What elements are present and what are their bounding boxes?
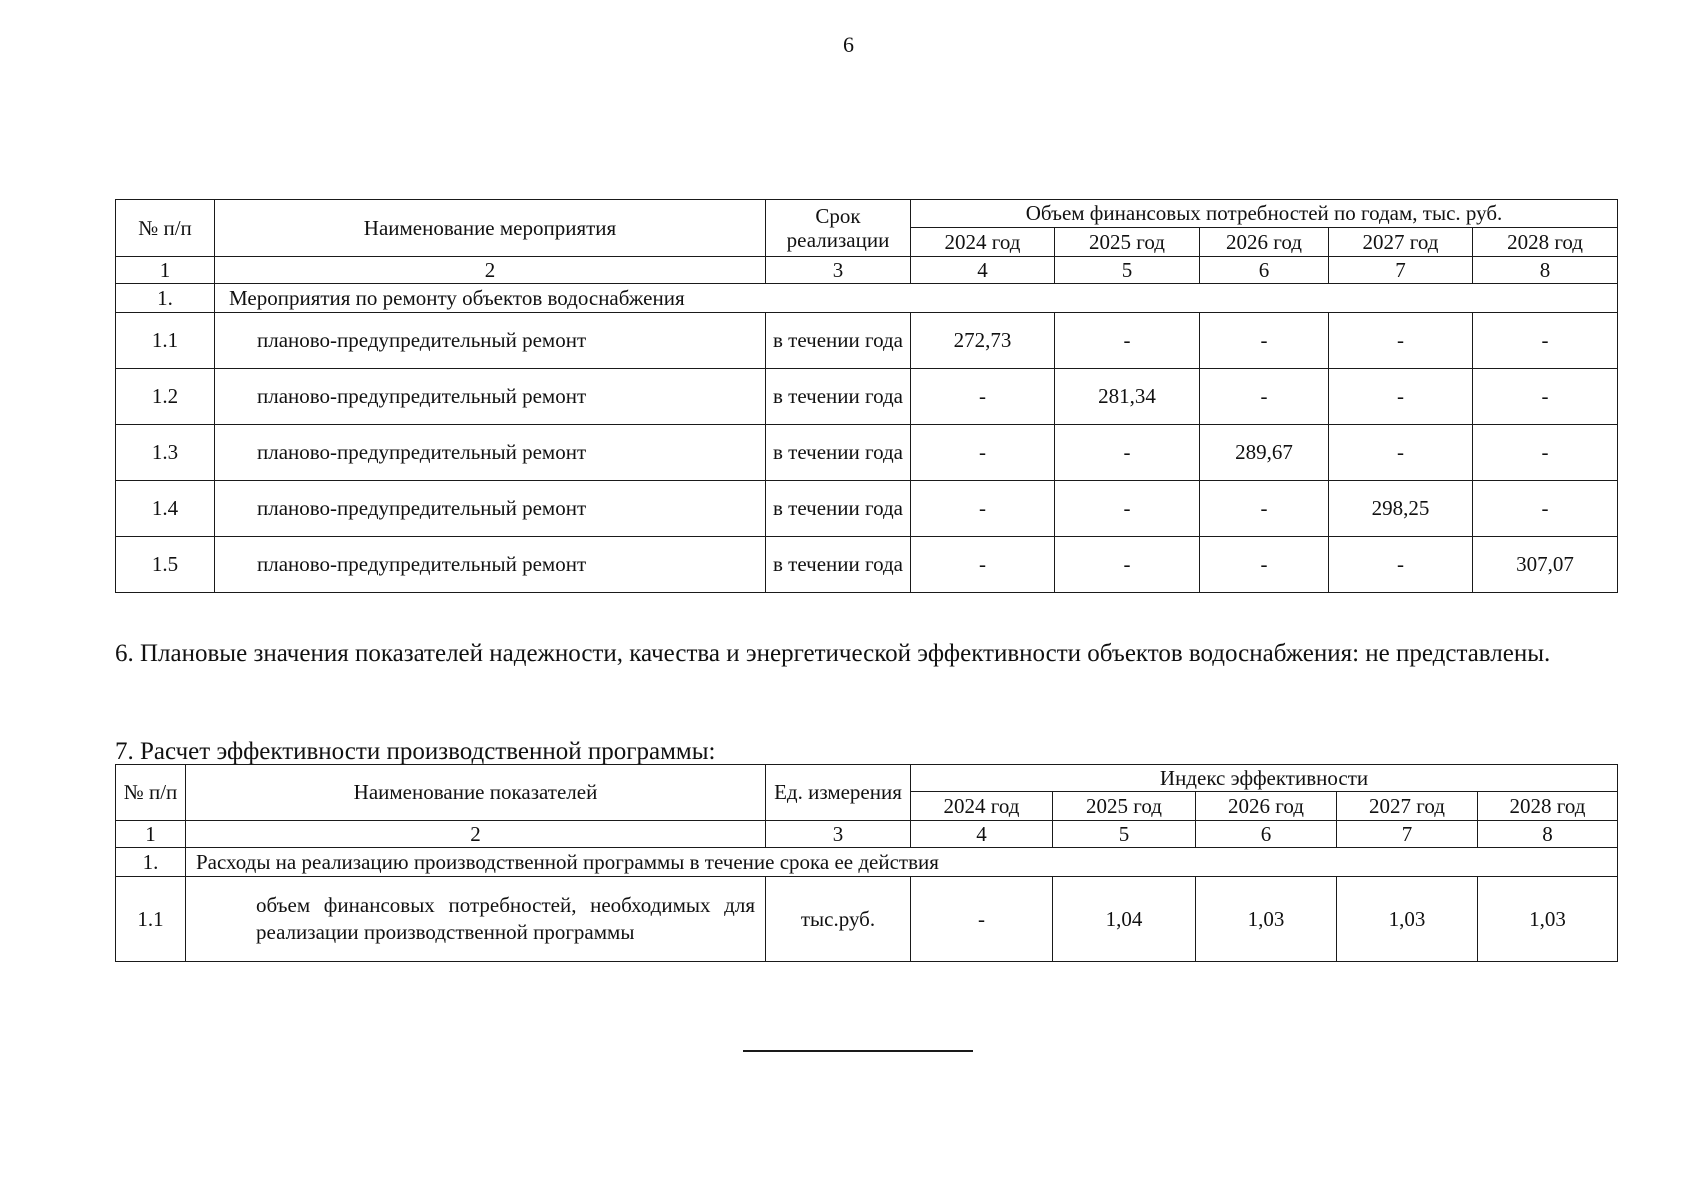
row-value: - — [911, 537, 1055, 593]
row-num: 1.1 — [116, 313, 215, 369]
row-value: - — [1473, 313, 1618, 369]
header-year: 2027 год — [1329, 228, 1473, 257]
row-value: - — [1473, 425, 1618, 481]
column-number: 2 — [186, 821, 766, 848]
row-value: - — [1473, 369, 1618, 425]
table-row — [116, 537, 1618, 593]
row-num: 1.1 — [116, 877, 186, 962]
section-7-heading: 7. Расчет эффективности производственной программы: — [115, 738, 716, 765]
row-value: 307,07 — [1473, 537, 1618, 593]
row-term: в течении года — [766, 313, 911, 369]
row-name: планово-предупредительный ремонт — [215, 425, 766, 481]
column-number: 4 — [911, 821, 1053, 848]
column-number: 4 — [911, 257, 1055, 284]
row-name: планово-предупредительный ремонт — [215, 537, 766, 593]
row-value: - — [1200, 537, 1329, 593]
header-unit: Ед. измерения — [766, 765, 911, 821]
header-num: № п/п — [116, 765, 186, 821]
table1-header-row — [116, 200, 1618, 228]
row-term: в течении года — [766, 425, 911, 481]
column-number: 6 — [1200, 257, 1329, 284]
page-number: 6 — [843, 32, 854, 57]
table2-column-numbers — [116, 821, 1618, 848]
row-value: 1,03 — [1196, 877, 1337, 962]
row-value: 281,34 — [1055, 369, 1200, 425]
header-volume: Объем финансовых потребностей по годам, тыс. руб. — [911, 200, 1618, 228]
row-value: - — [1329, 369, 1473, 425]
financial-needs-table — [115, 199, 1618, 593]
row-value: - — [911, 877, 1053, 962]
row-value: 1,04 — [1053, 877, 1196, 962]
column-number: 1 — [116, 257, 215, 284]
section-title: Мероприятия по ремонту объектов водоснабжения — [215, 284, 1618, 313]
section-6-paragraph: 6. Плановые значения показателей надежности, качества и энергетической эффективности объектов водоснабжения: не представлены. — [115, 640, 1551, 667]
section-num: 1. — [116, 284, 215, 313]
row-name: объем финансовых потребностей, необходимых для реализации производственной программы — [186, 877, 766, 962]
section-title: Расходы на реализацию производственной программы в течение срока ее действия — [186, 848, 1618, 877]
table-row — [116, 313, 1618, 369]
row-name: планово-предупредительный ремонт — [215, 313, 766, 369]
table-row — [116, 481, 1618, 537]
table2-header-row — [116, 765, 1618, 792]
header-year: 2026 год — [1200, 228, 1329, 257]
column-number: 5 — [1053, 821, 1196, 848]
column-number: 8 — [1473, 257, 1618, 284]
column-number: 6 — [1196, 821, 1337, 848]
row-value: - — [1055, 481, 1200, 537]
header-index: Индекс эффективности — [911, 765, 1618, 792]
column-number: 1 — [116, 821, 186, 848]
header-year: 2027 год — [1337, 792, 1478, 821]
row-term: в течении года — [766, 537, 911, 593]
row-term: в течении года — [766, 481, 911, 537]
row-value: - — [1200, 481, 1329, 537]
table1-section-row — [116, 284, 1618, 313]
row-value: 1,03 — [1478, 877, 1618, 962]
row-value: - — [1329, 313, 1473, 369]
column-number: 3 — [766, 821, 911, 848]
header-num: № п/п — [116, 200, 215, 257]
row-value: - — [911, 425, 1055, 481]
table-row — [116, 877, 1618, 962]
header-year: 2024 год — [911, 792, 1053, 821]
row-value: 1,03 — [1337, 877, 1478, 962]
row-value: 298,25 — [1329, 481, 1473, 537]
table1-column-numbers — [116, 257, 1618, 284]
row-name: планово-предупредительный ремонт — [215, 481, 766, 537]
header-year: 2028 год — [1478, 792, 1618, 821]
row-value: - — [1473, 481, 1618, 537]
column-number: 3 — [766, 257, 911, 284]
row-value: - — [1329, 537, 1473, 593]
header-year: 2025 год — [1055, 228, 1200, 257]
row-value: - — [1200, 369, 1329, 425]
row-value: - — [1329, 425, 1473, 481]
end-divider-line — [743, 1050, 973, 1052]
header-name: Наименование мероприятия — [215, 200, 766, 257]
row-value: - — [1055, 313, 1200, 369]
row-value: - — [1200, 313, 1329, 369]
row-value: - — [911, 369, 1055, 425]
header-year: 2026 год — [1196, 792, 1337, 821]
row-value: - — [911, 481, 1055, 537]
header-name: Наименование показателей — [186, 765, 766, 821]
row-num: 1.4 — [116, 481, 215, 537]
row-value: 272,73 — [911, 313, 1055, 369]
header-year: 2025 год — [1053, 792, 1196, 821]
section-num: 1. — [116, 848, 186, 877]
row-num: 1.3 — [116, 425, 215, 481]
efficiency-table — [115, 764, 1618, 962]
table2-section-row — [116, 848, 1618, 877]
header-year: 2028 год — [1473, 228, 1618, 257]
column-number: 8 — [1478, 821, 1618, 848]
row-value: - — [1055, 425, 1200, 481]
row-num: 1.5 — [116, 537, 215, 593]
header-year: 2024 год — [911, 228, 1055, 257]
row-num: 1.2 — [116, 369, 215, 425]
column-number: 7 — [1329, 257, 1473, 284]
column-number: 5 — [1055, 257, 1200, 284]
row-term: в течении года — [766, 369, 911, 425]
column-number: 2 — [215, 257, 766, 284]
row-unit: тыс.руб. — [766, 877, 911, 962]
row-name: планово-предупредительный ремонт — [215, 369, 766, 425]
row-value: - — [1055, 537, 1200, 593]
column-number: 7 — [1337, 821, 1478, 848]
table-row — [116, 369, 1618, 425]
row-value: 289,67 — [1200, 425, 1329, 481]
header-term: Срок реализации — [766, 200, 911, 257]
table-row — [116, 425, 1618, 481]
